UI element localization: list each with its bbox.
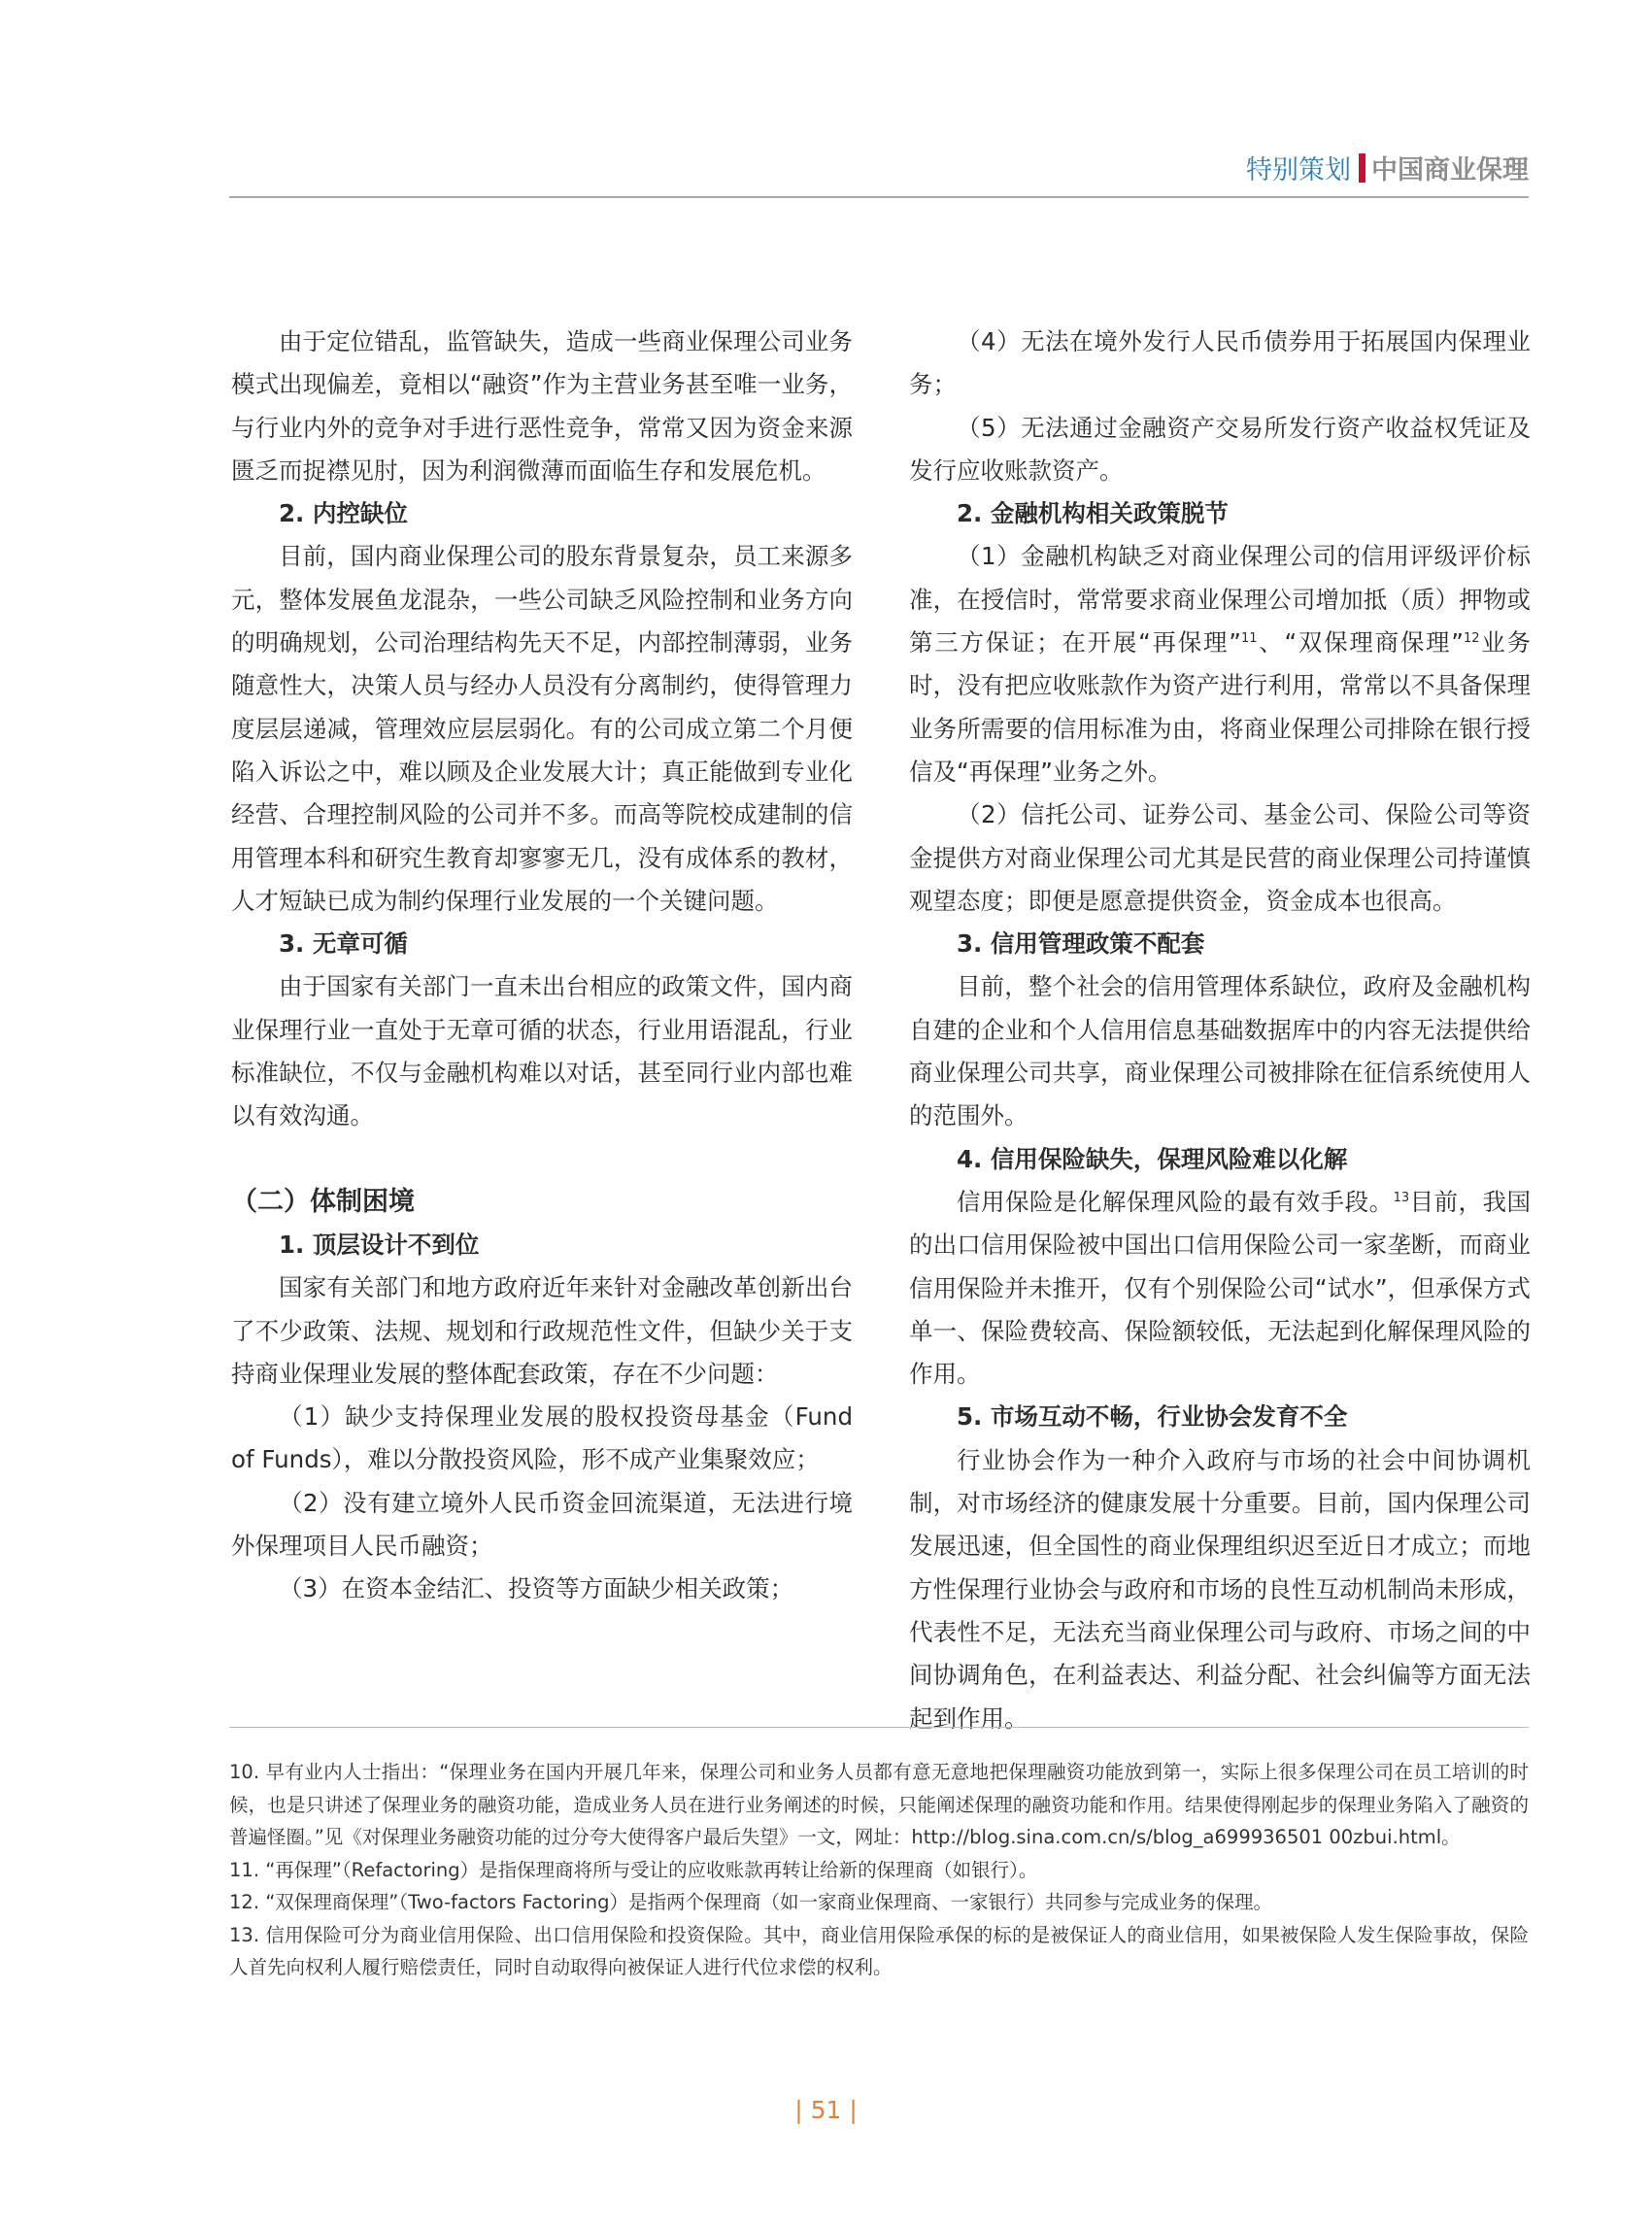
paragraph: [909, 1181, 1531, 1396]
header-title-group: [1246, 149, 1529, 186]
footnote-ref: 13: [1393, 1190, 1410, 1205]
paragraph: （2）信托公司、证券公司、基金公司、保险公司等资金提供方对商业保理公司尤其是民营的商业保理公司持谨慎观望态度；即便是愿意提供资金，资金成本也很高。: [909, 800, 1531, 915]
list-item: （1）缺少支持保理业发展的股权投资母基金（Fund of Funds），难以分散投资风险，形不成产业集聚效应；: [231, 1402, 853, 1474]
paragraph: 由于国家有关部门一直未出台相应的政策文件，国内商业保理行业一直处于无章可循的状态，行业用语混乱，行业标准缺位，不仅与金融机构难以对话，甚至同行业内部也难以有效沟通。: [231, 972, 853, 1130]
footnotes: [229, 1756, 1529, 1984]
header-red-bar: [1359, 153, 1365, 183]
list-item: （2）没有建立境外人民币资金回流渠道，无法进行境外保理项目人民币融资；: [231, 1488, 853, 1561]
list-item: （4）无法在境外发行人民币债券用于拓展国内保理业务；: [909, 327, 1531, 399]
subheading: 1. 顶层设计不到位: [279, 1230, 480, 1259]
text-run: 、“双保理商保理”: [1257, 628, 1464, 658]
text-run: 信用保险是化解保理风险的最有效手段。: [957, 1187, 1394, 1216]
section-heading: （二）体制困境: [231, 1186, 415, 1217]
subheading: 3. 无章可循: [279, 929, 408, 959]
subheading: 2. 内控缺位: [279, 499, 408, 528]
text-run: （1）金融机构缺乏对商业保理公司的信用评级评价标准，在授信时，常常要求商业保理公司增加抵（质）押物或第三方保证；在开展“再保理”: [909, 542, 1531, 658]
page-header: [229, 146, 1529, 198]
paragraph: 目前，国内商业保理公司的股东背景复杂，员工来源多元，整体发展鱼龙混杂，一些公司缺乏风险控制和业务方向的明确规划，公司治理结构先天不足，内部控制薄弱，业务随意性大，决策人员与经办人员没有分离制约，使得管理力度层层递减，管理效应层层弱化。有的公司成立第二个月便陷入诉讼之中，难以顾及企业发展大计；真正能做到专业化经营、合理控制风险的公司并不多。而高等院校成建制的信用管理本科和研究生教育却寥寥无几，没有成体系的教材，人才短缺已成为制约保理行业发展的一个关键问题。: [231, 542, 853, 915]
journal-name: 中国商业保理: [1371, 155, 1529, 186]
text-run: 目前，我国的出口信用保险被中国出口信用保险公司一家垄断，而商业信用保险并未推开，仅有个别保险公司“试水”，但承保方式单一、保险费较高、保险额较低，无法起到化解保理风险的作用。: [909, 1187, 1532, 1389]
text-run: 业务时，没有把应收账款作为资产进行利用，常常以不具备保理业务所需要的信用标准为由，将商业保理公司排除在银行授信及“再保理”业务之外。: [909, 628, 1531, 786]
paragraph: 目前，整个社会的信用管理体系缺位，政府及金融机构自建的企业和个人信用信息基础数据库中的内容无法提供给商业保理公司共享，商业保理公司被排除在征信系统使用人的范围外。: [909, 972, 1531, 1130]
footnote: 12. “双保理商保理”（Two-factors Factoring）是指两个保理商（如一家商业保理商、一家银行）共同参与完成业务的保理。: [229, 1891, 1272, 1913]
subheading: 4. 信用保险缺失，保理风险难以化解: [957, 1144, 1348, 1173]
subheading: 2. 金融机构相关政策脱节: [957, 499, 1229, 528]
page-number: | 51 |: [794, 2096, 858, 2124]
footnote: 13. 信用保险可分为商业信用保险、出口信用保险和投资保险。其中，商业信用保险承保的标的是被保证人的商业信用，如果被保险人发生保险事故，保险人首先向权利人履行赔偿责任，同时自动取得向被保证人进行代位求偿的权利。: [229, 1923, 1529, 1978]
right-column: [909, 320, 1531, 1740]
section-name: 特别策划: [1246, 155, 1351, 186]
footnote: 11. “再保理”（Refactoring）是指保理商将所与受让的应收账款再转让给新的保理商（如银行）。: [229, 1858, 1038, 1881]
left-column: [231, 320, 853, 1611]
footnote: 10. 早有业内人士指出：“保理业务在国内开展几年来，保理公司和业务人员都有意无意地把保理融资功能放到第一，实际上很多保理公司在员工培训的时候，也是只讲述了保理业务的融资功能，造成业务人员在进行业务阐述的时候，只能阐述保理的融资功能和作用。结果使得刚起步的保理业务陷入了融资的普遍怪圈。”见《对保理业务融资功能的过分夸大使得客户最后失望》一文，网址：http://blog.sina.com.cn/s/blog_a699936501 00zbui.html。: [229, 1761, 1529, 1848]
list-item: （5）无法通过金融资产交易所发行资产收益权凭证及发行应收账款资产。: [909, 413, 1531, 485]
footnote-ref: 12: [1463, 630, 1480, 646]
paragraph: 国家有关部门和地方政府近年来针对金融改革创新出台了不少政策、法规、规划和行政规范性文件，但缺少关于支持商业保理业发展的整体配套政策，存在不少问题：: [231, 1273, 853, 1388]
paragraph: [909, 535, 1531, 793]
paragraph: 由于定位错乱，监管缺失，造成一些商业保理公司业务模式出现偏差，竟相以“融资”作为主营业务甚至唯一业务，与行业内外的竞争对手进行恶性竞争，常常又因为资金来源匮乏而捉襟见肘，因为利润微薄而面临生存和发展危机。: [231, 327, 853, 485]
subheading: 5. 市场互动不畅，行业协会发育不全: [957, 1402, 1348, 1432]
subheading: 3. 信用管理政策不配套: [957, 929, 1205, 959]
footnote-ref: 11: [1240, 630, 1258, 646]
paragraph: 行业协会作为一种介入政府与市场的社会中间协调机制，对市场经济的健康发展十分重要。目前，国内保理公司发展迅速，但全国性的商业保理组织迟至近日才成立；而地方性保理行业协会与政府和市场的良性互动机制尚未形成，代表性不足，无法充当商业保理公司与政府、市场之间的中间协调角色，在利益表达、利益分配、社会纠偏等方面无法起到作用。: [909, 1445, 1531, 1733]
list-item: （3）在资本金结汇、投资等方面缺少相关政策；: [279, 1574, 794, 1603]
footnote-divider: [229, 1727, 1529, 1728]
